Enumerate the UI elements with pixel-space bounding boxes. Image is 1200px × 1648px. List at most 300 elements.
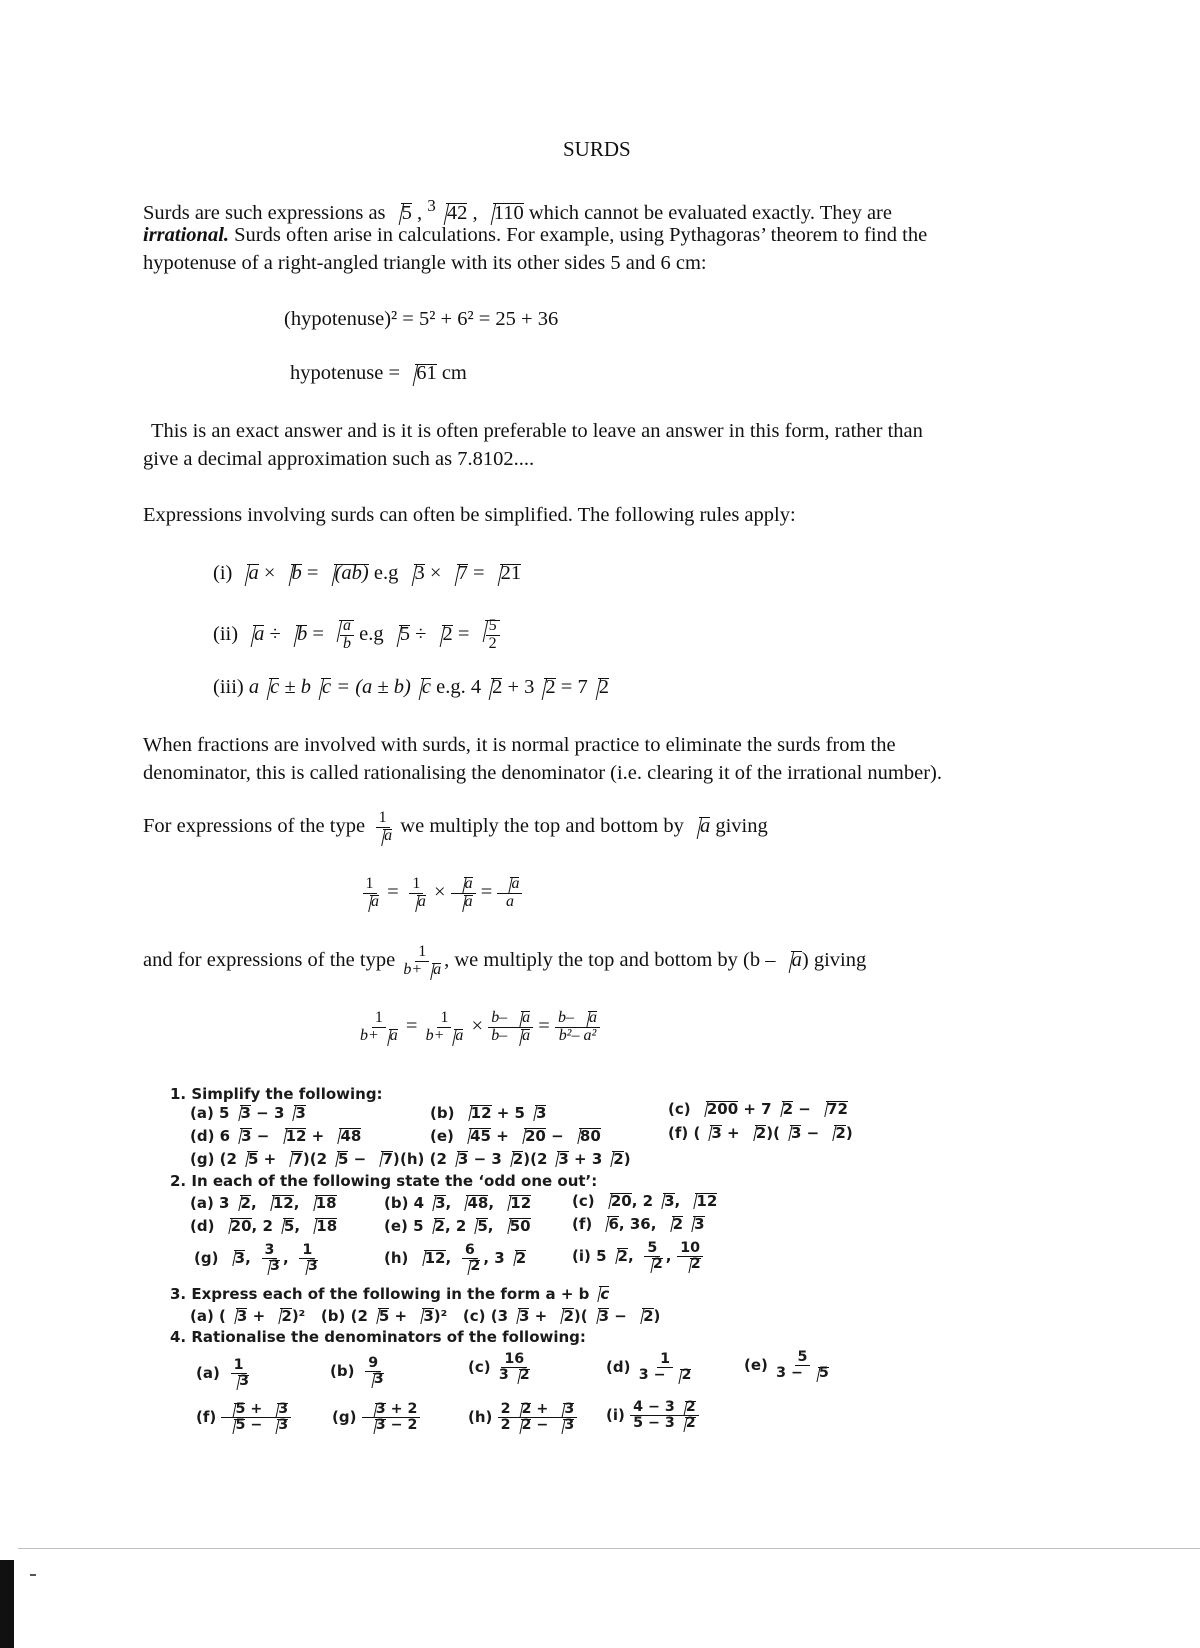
label: (b) <box>330 1361 355 1380</box>
ex4-item-e <box>744 1350 832 1381</box>
type2-text: and for expressions of the type <box>143 948 401 971</box>
ex2-item-g <box>194 1243 321 1274</box>
hyp-label: hypotenuse = <box>290 362 406 384</box>
root: 3 <box>267 1418 288 1433</box>
root: 3 <box>700 1124 721 1142</box>
op: + 3 <box>568 1150 603 1168</box>
root-c: c <box>589 1285 609 1303</box>
denominator: a <box>454 894 473 911</box>
op: − 2 <box>385 1416 418 1433</box>
numerator: 9 <box>365 1356 381 1372</box>
numerator: 10 <box>677 1241 703 1257</box>
root: 3 <box>447 1150 468 1168</box>
hypotenuse-result <box>290 362 467 385</box>
label: (e) <box>744 1355 768 1374</box>
root: 5 <box>224 1418 245 1433</box>
root: 12 <box>275 1127 307 1145</box>
ex1-item-g <box>190 1150 400 1168</box>
sep: , <box>250 1194 262 1212</box>
root: 3 <box>224 1249 245 1267</box>
op: + <box>245 1401 268 1417</box>
num-prefix: 4 − 3 <box>633 1399 675 1415</box>
exact-line-2: give a decimal approximation such as 7.8102.... <box>143 448 535 470</box>
label: (g) <box>194 1248 224 1267</box>
sep: , <box>245 1248 257 1267</box>
ex4-item-a <box>196 1358 252 1389</box>
op: − <box>245 1416 268 1433</box>
root: 2 <box>662 1215 683 1233</box>
label: (f) ( <box>668 1124 701 1142</box>
ex1-item-f <box>668 1124 853 1142</box>
root-2: 2 <box>432 623 453 646</box>
root: 80 <box>569 1127 601 1145</box>
num-b: b– <box>491 1009 512 1026</box>
op: )( <box>573 1307 588 1325</box>
ex4-item-g <box>332 1402 420 1433</box>
root: 2 <box>505 1249 526 1267</box>
op: )(2 <box>523 1150 548 1168</box>
ex2-item-a <box>190 1194 337 1212</box>
root-42: 42 <box>436 202 468 225</box>
numerator: a <box>454 876 473 893</box>
root: 3 <box>683 1215 704 1233</box>
sep: , 2 <box>631 1192 654 1210</box>
label: (g) (2 <box>190 1150 237 1168</box>
den-root-a: a <box>444 1028 463 1045</box>
root: 3 <box>267 1402 288 1417</box>
title-text: 3. Express each of the following in the form a + b <box>170 1285 590 1303</box>
plus-minus-b: ± b <box>279 676 311 698</box>
root-61: 61 <box>405 362 437 385</box>
den-root-a: a <box>422 962 441 979</box>
label: (c) <box>668 1100 696 1118</box>
op: + 5 <box>491 1104 525 1122</box>
sep: , <box>294 1217 306 1235</box>
num-root-a: a <box>578 1010 597 1027</box>
den-prefix: 3 <box>498 1366 509 1383</box>
close: ) <box>653 1307 661 1325</box>
op: + <box>721 1124 745 1142</box>
op: − <box>545 1127 569 1145</box>
label: (b) 4 <box>384 1194 425 1212</box>
sep: , <box>445 1194 457 1212</box>
denominator: 2 <box>488 634 497 652</box>
type1-text: For expressions of the type <box>143 814 371 837</box>
sep: , 2 <box>444 1217 467 1235</box>
op: − <box>793 1100 817 1118</box>
root-c: c <box>259 676 279 699</box>
label: (g) <box>332 1407 357 1426</box>
cube-index: 3 <box>427 196 436 215</box>
close: ) <box>392 1150 400 1168</box>
root: 2 <box>745 1124 766 1142</box>
numerator: 5 <box>795 1350 811 1366</box>
hypotenuse-equation: (hypotenuse)² = 5² + 6² = 25 + 36 <box>284 308 559 330</box>
ex2-item-h <box>384 1243 526 1274</box>
eg-text: e.g. 4 <box>430 676 482 698</box>
root: 2 <box>632 1307 653 1325</box>
root: 3 <box>588 1307 609 1325</box>
denominator: 3 <box>259 1259 280 1274</box>
root: 48 <box>456 1194 488 1212</box>
label: (d) 6 <box>190 1127 231 1145</box>
root: 7 <box>371 1150 392 1168</box>
den-prefix: 5 − 3 <box>633 1414 675 1431</box>
intro-line-2 <box>143 224 927 247</box>
intro-text-2: Surds often arise in calculations. For example, using Pythagoras’ theorem to find the <box>229 224 928 246</box>
root-2: 2 <box>534 676 555 699</box>
numerator: 5 <box>644 1241 660 1257</box>
sep: , <box>282 1248 294 1267</box>
numerator: 1 <box>372 1010 386 1028</box>
formula-1: $\frac{1}{a}$ = $\frac{1}{a}$ × $\frac{a}{a}$ = $\frac{a}{a}$ <box>357 876 522 911</box>
label: (h) (2 <box>400 1150 447 1168</box>
numerator: 1 <box>657 1352 673 1368</box>
numerator: 1 <box>437 1010 451 1028</box>
root: 3 <box>553 1402 574 1417</box>
root-2: 2 <box>588 676 609 699</box>
root: 12 <box>499 1194 531 1212</box>
label: (h) <box>468 1407 493 1426</box>
root: 3 <box>653 1192 674 1210</box>
rule-label: (i) <box>213 562 238 584</box>
root: 12 <box>460 1104 492 1122</box>
op: − <box>609 1307 633 1325</box>
root: 200 <box>696 1100 738 1118</box>
intro-text-end: which cannot be evaluated exactly. They are <box>523 201 892 224</box>
label: (i) <box>606 1405 625 1424</box>
rule-label: (iii) <box>213 676 249 698</box>
den-b: b+ <box>360 1026 379 1044</box>
numerator: 1 <box>231 1358 247 1374</box>
close: ) <box>845 1124 853 1142</box>
exercise-4-title: 4. Rationalise the denominators of the following: <box>170 1328 586 1346</box>
label: (b) <box>430 1104 460 1122</box>
root-a: a <box>237 562 258 585</box>
exercise-3-title <box>170 1285 609 1303</box>
intro-text: Surds are such expressions as <box>143 201 391 224</box>
label: (a) 5 <box>190 1104 230 1122</box>
root: 6 <box>597 1215 618 1233</box>
root: 12 <box>414 1249 446 1267</box>
label: (a) <box>196 1363 220 1382</box>
type-1-line <box>143 810 768 845</box>
op: + 7 <box>738 1100 772 1118</box>
type1-mid: we multiply the top and bottom by <box>395 814 689 837</box>
root-b: b <box>281 562 302 585</box>
root: 20 <box>514 1127 546 1145</box>
root-ab: (ab) <box>324 562 369 585</box>
root: 18 <box>305 1194 337 1212</box>
ex2-item-i <box>572 1241 704 1272</box>
numerator: 6 <box>462 1243 478 1259</box>
root-fraction-5-2 <box>475 618 500 653</box>
root: 3 <box>230 1104 251 1122</box>
label: (i) 5 <box>572 1246 607 1265</box>
den-prefix: 3 − <box>776 1364 808 1381</box>
op: − <box>251 1127 275 1145</box>
root-c: c <box>311 676 331 699</box>
ration-line-2: denominator, this is called rationalising the denominator (i.e. clearing it of the irrational number). <box>143 762 943 784</box>
den-b: b+ <box>403 960 423 978</box>
root: 3 <box>553 1418 574 1433</box>
root: 3 <box>365 1418 386 1433</box>
fraction-1-b-plus-root-a <box>400 944 444 979</box>
hyp-unit: cm <box>436 362 467 384</box>
close: )² <box>291 1307 306 1325</box>
close: ) <box>623 1150 631 1168</box>
root: 12 <box>262 1194 294 1212</box>
ex2-item-d <box>190 1217 337 1235</box>
den-root-a: a <box>511 1028 530 1045</box>
ex4-item-c <box>468 1352 533 1383</box>
root: 5 <box>224 1402 245 1417</box>
denominator: b <box>343 634 351 652</box>
eg-text: e.g <box>354 622 389 645</box>
sep: , <box>627 1246 639 1265</box>
rule-label: (ii) <box>213 622 244 645</box>
root: 2 <box>602 1150 623 1168</box>
type2-mid: , we multiply the top and bottom by (b – <box>444 948 781 971</box>
root: 2 <box>772 1100 793 1118</box>
op: − <box>801 1124 825 1142</box>
root: 20 <box>220 1217 252 1235</box>
coef: 2 <box>500 1401 511 1417</box>
root: 3 <box>230 1127 251 1145</box>
root: 2 <box>552 1307 573 1325</box>
factored: = (a ± b) <box>331 676 411 698</box>
ex4-item-b <box>330 1356 387 1387</box>
op: )( <box>766 1124 780 1142</box>
op: + <box>490 1127 514 1145</box>
denominator: 5 <box>808 1366 829 1381</box>
root-2: 2 <box>481 676 502 699</box>
denominator: 3 <box>228 1374 249 1389</box>
numerator: 1 <box>363 876 377 894</box>
denominator: 3 <box>363 1372 384 1387</box>
root-b: b <box>286 623 307 646</box>
denominator: 2 <box>509 1368 530 1383</box>
root: 48 <box>329 1127 361 1145</box>
type-2-line <box>143 944 866 979</box>
denominator: a <box>360 894 379 911</box>
denominator: b²– a² <box>558 1026 597 1044</box>
intro-line-1: Surds are such expressions as 5 , $^3$ 42 , 110 which cannot be evaluated exactly. They are <box>143 196 892 224</box>
root: 45 <box>459 1127 491 1145</box>
plus-3: + 3 <box>502 676 535 698</box>
ex2-item-f <box>572 1215 705 1233</box>
root: 3 <box>284 1104 305 1122</box>
irrational-word: irrational. <box>143 224 230 246</box>
root: 5 <box>466 1217 487 1235</box>
num-root-a: a <box>511 1010 530 1027</box>
var-a: a <box>248 676 260 698</box>
op: + <box>247 1307 271 1325</box>
root: 7 <box>281 1150 302 1168</box>
close: )² <box>433 1307 448 1325</box>
root: 3 <box>412 1307 433 1325</box>
numerator: 1 <box>415 944 429 962</box>
root: 2 <box>824 1124 845 1142</box>
op: + <box>258 1150 282 1168</box>
ex1-item-b <box>430 1104 546 1122</box>
intro-line-3: hypotenuse of a right-angled triangle with its other sides 5 and 6 cm: <box>143 252 707 274</box>
op: − <box>531 1416 554 1433</box>
denominator: 2 <box>680 1257 701 1272</box>
root-7: 7 <box>447 562 468 585</box>
ex1-item-c <box>668 1100 848 1118</box>
sep: , <box>487 1217 499 1235</box>
op: − 3 <box>250 1104 285 1122</box>
root-a: a <box>689 815 710 838</box>
root: 20 <box>600 1192 632 1210</box>
op: − 3 <box>468 1150 502 1168</box>
root: 3 <box>226 1307 247 1325</box>
root-110: 110 <box>483 202 524 225</box>
root: 3 <box>780 1124 801 1142</box>
root-5: 5 <box>391 202 412 225</box>
ex4-item-h <box>468 1402 577 1433</box>
sep: , 2 <box>251 1217 273 1235</box>
sep: , <box>293 1194 305 1212</box>
root: 2 <box>230 1194 251 1212</box>
den-root-a: a <box>379 1028 398 1045</box>
ex1-item-a <box>190 1104 306 1122</box>
type1-giving: giving <box>710 814 768 837</box>
denominator: a <box>505 892 514 910</box>
op: + <box>529 1307 553 1325</box>
root: 5 <box>368 1307 389 1325</box>
exercise-2-title: 2. In each of the following state the ‘odd one out’: <box>170 1172 598 1190</box>
label: (d) <box>190 1217 220 1235</box>
den-b: b+ <box>425 1026 445 1044</box>
op: + 2 <box>385 1401 418 1417</box>
label: (a) 3 <box>190 1194 230 1212</box>
ex3-items <box>190 1307 660 1325</box>
rules-intro: Expressions involving surds can often be simplified. The following rules apply: <box>143 504 796 526</box>
label: (f) <box>196 1407 217 1426</box>
ex1-item-e <box>430 1127 601 1145</box>
rule-3 <box>213 676 609 699</box>
root: 3 <box>508 1307 529 1325</box>
label: (c) (3 <box>462 1307 509 1325</box>
root: 2 <box>675 1416 696 1431</box>
denominator: a <box>407 894 426 911</box>
ex2-item-e <box>384 1217 531 1235</box>
numerator: 1 <box>299 1243 315 1259</box>
root: 2 <box>270 1307 291 1325</box>
formula-2: $\frac{1}{b+ a}$ = $\frac{1}{b+ a}$ × $\frac{b- a}{b- a}$ = $\frac{b- a}{\text{b²– a²}}$ <box>357 1010 600 1045</box>
label: (e) 5 <box>384 1217 424 1235</box>
root-fraction-a-b <box>329 618 354 653</box>
numerator: 1 <box>409 876 423 894</box>
rule-1: (i) a × b = (ab) e.g 3 × 7 = 21 <box>213 562 522 584</box>
rule-2: (ii) a ÷ b = $\frac{a}{b}$ e.g 5 ÷ 2 = $\frac{5}{2}$ <box>213 618 500 653</box>
label: (c) <box>572 1192 600 1210</box>
coef: 2 <box>500 1416 511 1433</box>
root: 3 <box>424 1194 445 1212</box>
type2-giving: ) giving <box>801 948 867 971</box>
root-3: 3 <box>404 562 425 585</box>
root: 3 <box>525 1104 546 1122</box>
label: (h) <box>384 1248 414 1267</box>
fraction-1-root-a <box>370 810 395 845</box>
ex1-item-d <box>190 1127 361 1145</box>
ex4-item-i <box>606 1400 699 1431</box>
sep: , <box>665 1246 677 1265</box>
scan-edge-shadow <box>0 1560 14 1648</box>
root-a: a <box>781 949 802 972</box>
numerator: 3 <box>262 1243 278 1259</box>
root: 2 <box>511 1418 532 1433</box>
sep: , 3 <box>483 1248 505 1267</box>
scan-speck <box>30 1574 36 1576</box>
label: (e) <box>430 1127 460 1145</box>
root: 5 <box>273 1217 294 1235</box>
denominator: 2 <box>670 1368 691 1383</box>
den-b: b– <box>491 1026 512 1044</box>
ex2-item-b <box>384 1194 531 1212</box>
op: + <box>306 1127 330 1145</box>
ex2-item-c <box>572 1192 717 1210</box>
denominator: 3 <box>297 1259 318 1274</box>
denominator: 2 <box>642 1257 663 1272</box>
label: (d) <box>606 1357 631 1376</box>
exact-line-1: This is an exact answer and is it is often preferable to leave an answer in this form, rather than <box>151 420 923 442</box>
root: 2 <box>511 1402 532 1417</box>
op: )(2 <box>302 1150 328 1168</box>
root: 12 <box>685 1192 717 1210</box>
scan-fold-line <box>18 1548 1200 1549</box>
op: + <box>531 1401 554 1417</box>
eg-text: e.g <box>368 562 404 584</box>
label: (f) <box>572 1215 598 1233</box>
root: 3 <box>547 1150 568 1168</box>
ex4-item-d <box>606 1352 694 1383</box>
num-b: b– <box>557 1009 578 1026</box>
root: 5 <box>237 1150 258 1168</box>
root: 5 <box>327 1150 348 1168</box>
numerator: 5 <box>486 618 500 636</box>
root: 2 <box>607 1247 628 1265</box>
root-21: 21 <box>490 562 522 585</box>
root: 50 <box>499 1217 531 1235</box>
op: − <box>348 1150 372 1168</box>
denominator: 2 <box>459 1259 480 1274</box>
root: 72 <box>816 1100 848 1118</box>
root-a: a <box>243 623 264 646</box>
root: 2 <box>424 1217 445 1235</box>
root: 2 <box>675 1400 696 1415</box>
den-prefix: 3 − <box>638 1366 671 1383</box>
ex1-item-h <box>400 1150 631 1168</box>
numerator: a <box>500 876 519 893</box>
sep: , <box>488 1194 500 1212</box>
root: 18 <box>305 1217 337 1235</box>
numerator: 16 <box>501 1352 527 1368</box>
exercise-1-title: 1. Simplify the following: <box>170 1085 383 1103</box>
numerator: a <box>340 618 354 636</box>
denominator: a <box>373 828 392 845</box>
root: 3 <box>365 1402 386 1417</box>
root: 2 <box>502 1150 523 1168</box>
ex4-item-f <box>196 1402 291 1433</box>
numerator: 1 <box>376 810 390 828</box>
label: (a) ( <box>190 1307 226 1325</box>
root-c: c <box>411 676 431 699</box>
label: (c) <box>468 1357 491 1376</box>
page-title: SURDS <box>563 137 631 161</box>
